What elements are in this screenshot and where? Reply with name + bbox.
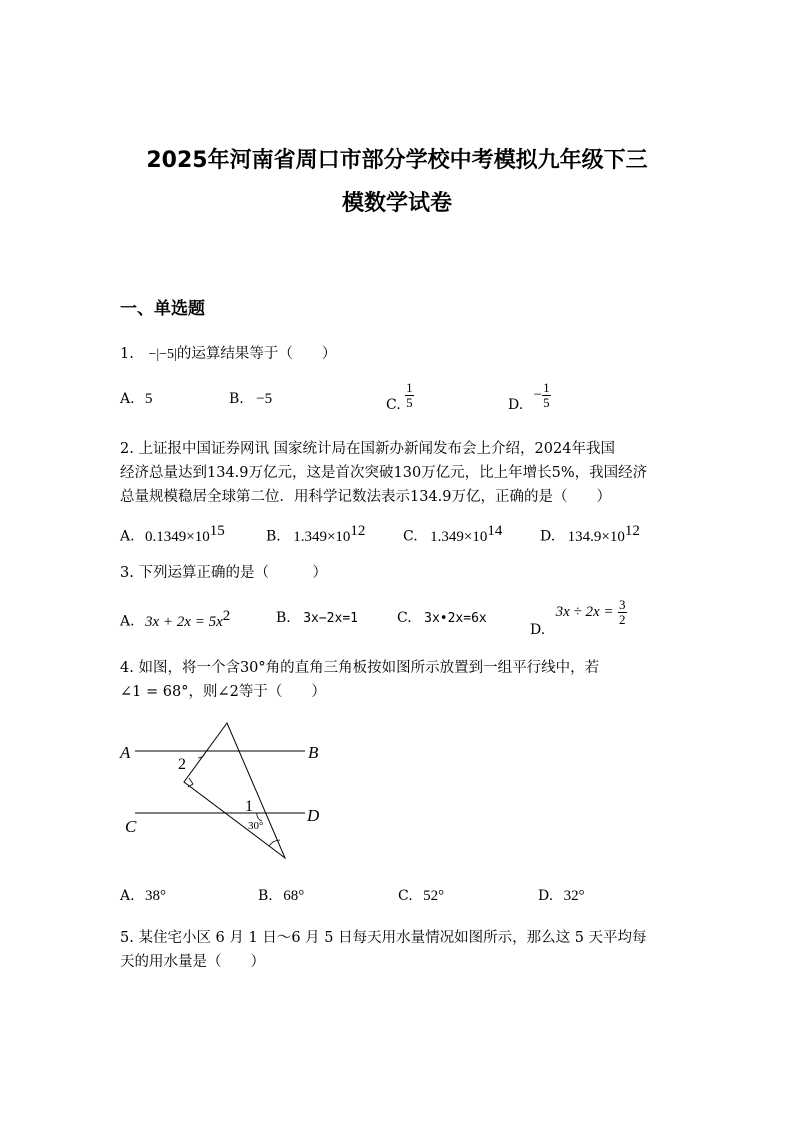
q2-option-c[interactable]: C. $1.349\times 10^{14}$	[403, 523, 503, 545]
page-title-line-1: 2025年河南省周口市部分学校中考模拟九年级下三	[146, 148, 648, 173]
question-1-expression: −|−5|	[148, 347, 177, 362]
q4-option-b[interactable]: B. 68°	[258, 888, 305, 904]
q4-option-a[interactable]: A. 38°	[120, 888, 167, 904]
label-d: D	[307, 806, 320, 825]
fraction: $\frac{1}{5}$	[406, 380, 413, 410]
q1-option-b[interactable]: B. −5	[229, 391, 273, 407]
fraction: $\frac{3}{2}$	[619, 597, 626, 627]
q3-option-b[interactable]: B. 3x−2x=1	[276, 610, 358, 626]
q1-option-d[interactable]: D. − $\frac{1}{5}$	[508, 380, 550, 414]
q4-option-c[interactable]: C. 52°	[398, 888, 445, 904]
right-triangle	[184, 723, 285, 858]
q1-option-c[interactable]: C. $\frac{1}{5}$	[386, 380, 413, 414]
question-1-text: 的运算结果等于（ ）	[176, 346, 337, 362]
parallel-lines-triangle-figure	[115, 718, 335, 863]
question-1	[120, 342, 336, 363]
label-angle-1: 1	[245, 798, 253, 815]
question-5-line-1: 5. 某住宅小区 6 月 1 日～6 月 5 日每天用水量情况如图所示，那么这 5 天平均每	[120, 930, 647, 946]
q3-option-d[interactable]: D. 3x ÷ 2x = $\frac{3}{2}$	[530, 597, 626, 639]
page-title-line-2: 模数学试卷	[341, 191, 452, 216]
q2-option-a[interactable]: A. $0.1349\times 10^{15}$	[120, 523, 225, 545]
question-4-line-2: ∠1 = 68°，则∠2等于（ ）	[120, 684, 326, 700]
q3-option-c[interactable]: C. 3x•2x=6x	[397, 610, 487, 626]
label-a: A	[120, 743, 131, 762]
q4-option-d[interactable]: D. 32°	[538, 888, 585, 904]
question-2-line-1: 2. 上证报中国证券网讯 国家统计局在国新办新闻发布会上介绍，2024年我国	[120, 441, 615, 457]
label-c: C	[125, 817, 137, 836]
question-1-number: 1.	[120, 346, 134, 362]
section-heading: 一、单选题	[120, 299, 205, 319]
angle-2-arc	[198, 753, 205, 758]
q3-option-a[interactable]: A. $3x + 2x = 5x^2$	[120, 608, 231, 630]
label-b: B	[308, 743, 319, 762]
q1-option-a[interactable]: A. 5	[120, 391, 153, 407]
question-2-line-3: 总量规模稳居全球第二位．用科学记数法表示134.9万亿，正确的是（ ）	[120, 489, 612, 505]
label-angle-2: 2	[178, 756, 186, 773]
question-5-line-2: 天的用水量是（ ）	[120, 954, 265, 970]
question-3: 3. 下列运算正确的是（ ）	[120, 565, 327, 581]
label-angle-30: 30°	[248, 820, 264, 832]
question-2-line-2: 经济总量达到134.9万亿元，这是首次突破130万亿元，比上年增长5%，我国经济	[120, 465, 648, 481]
q2-option-d[interactable]: D. $134.9\times 10^{12}$	[540, 523, 640, 545]
q2-option-b[interactable]: B. $1.349\times 10^{12}$	[266, 523, 366, 545]
question-4-line-1: 4. 如图，将一个含30°角的直角三角板按如图所示放置到一组平行线中，若	[120, 660, 600, 676]
fraction: $\frac{1}{5}$	[543, 380, 550, 410]
